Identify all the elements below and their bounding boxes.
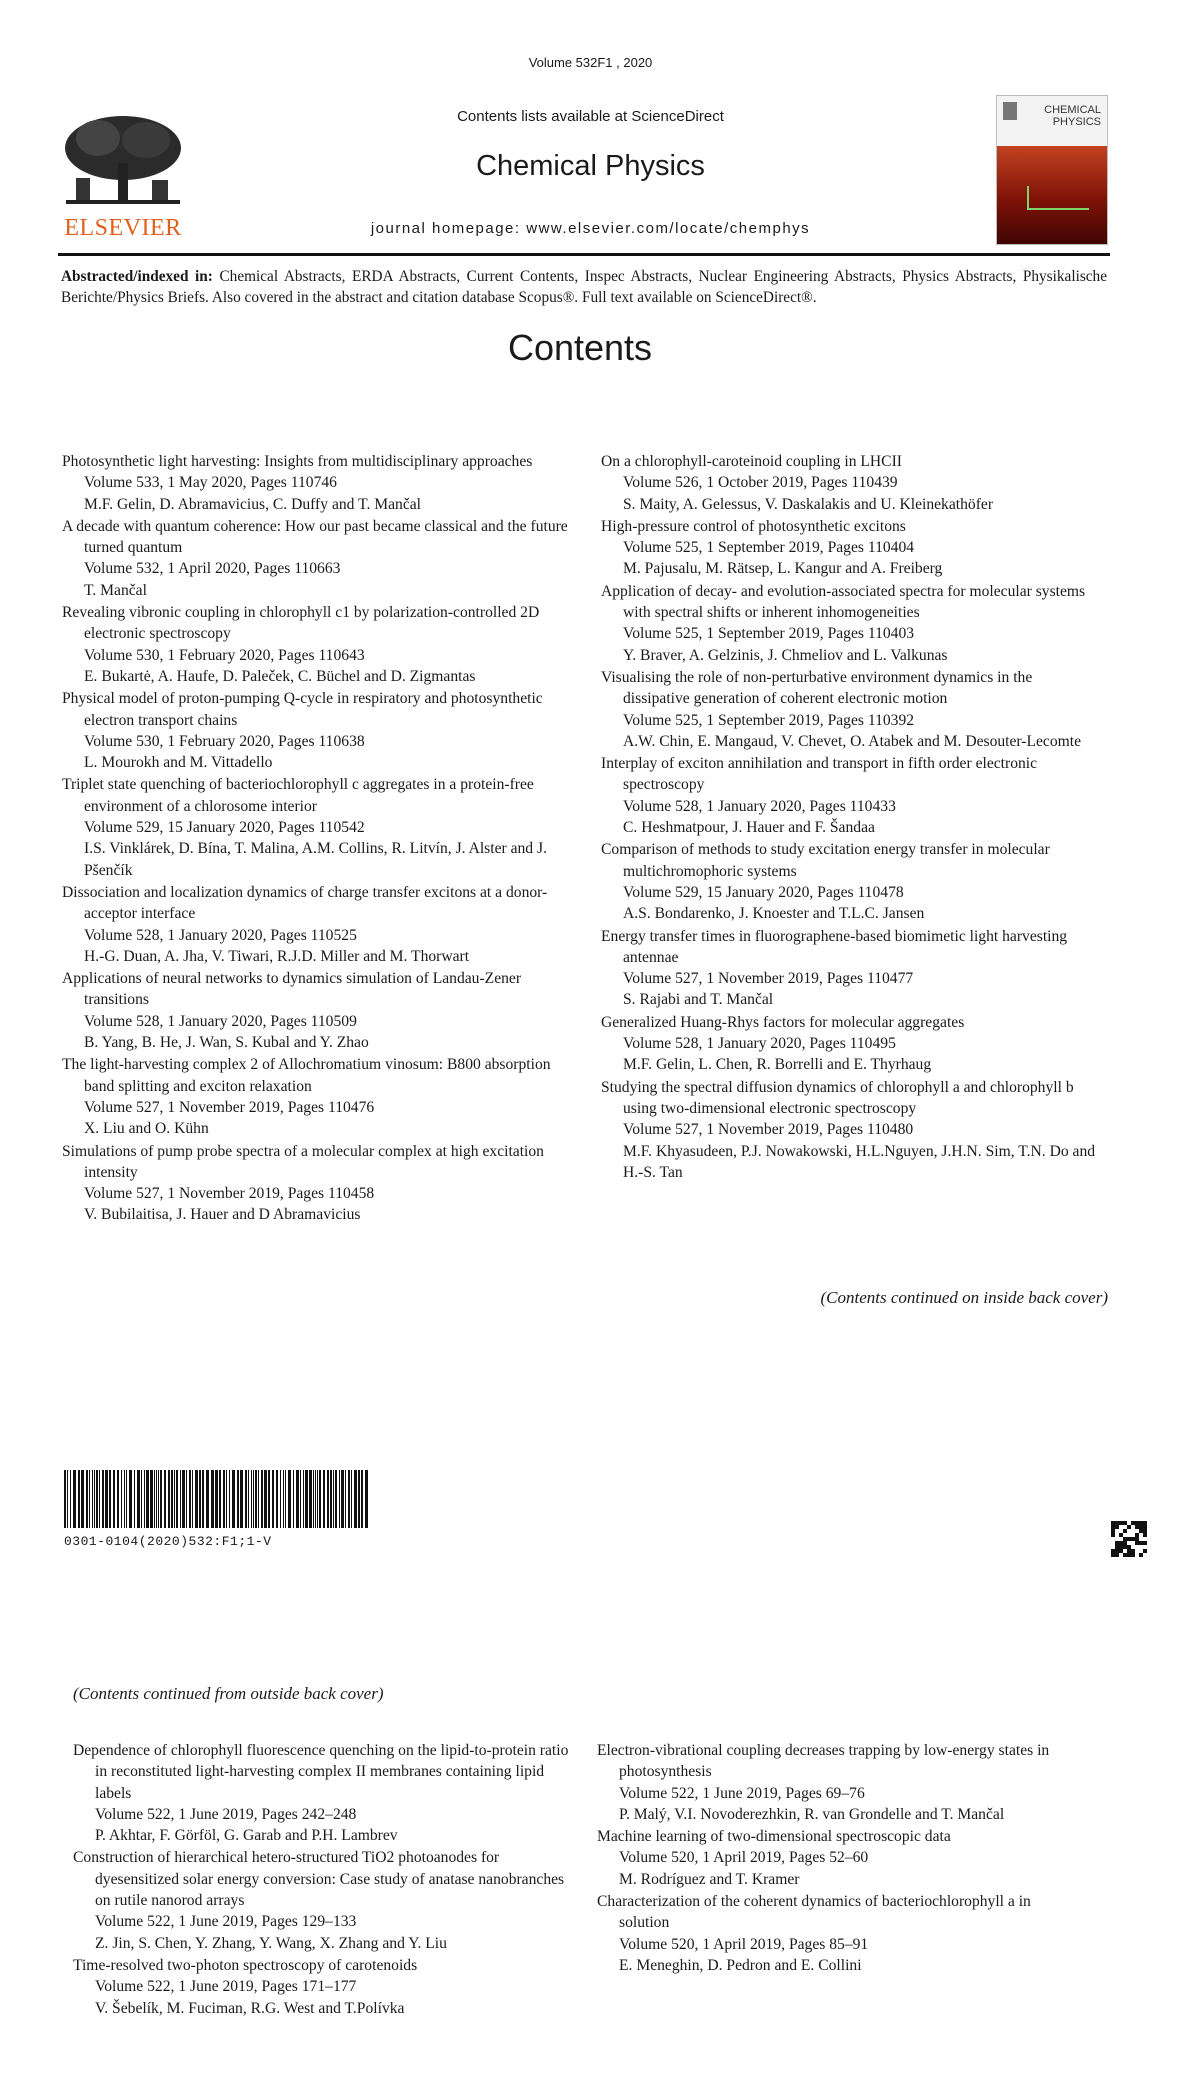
abstracted-label: Abstracted/indexed in: [61,268,213,285]
contents-entry[interactable] [597,1891,1077,1976]
contents-entry[interactable] [62,688,582,773]
entry-volume-pages: Volume 530, 1 February 2020, Pages 110638 [84,732,365,750]
entry-volume-pages: Volume 528, 1 January 2020, Pages 110433 [623,797,896,815]
entry-title: Studying the spectral diffusion dynamics of chlorophyll a and chlorophyll b using two-dimensional electronic spectroscopy [601,1078,1074,1117]
entry-authors: V. Šebelík, M. Fuciman, R.G. West and T.Polívka [95,1999,405,2017]
contents-entry[interactable] [597,1826,1077,1890]
abstracted-indexed-paragraph [61,266,1107,308]
journal-title: Chemical Physics [476,150,705,182]
contents-entry[interactable] [62,1141,582,1226]
entry-volume-pages: Volume 533, 1 May 2020, Pages 110746 [84,474,337,492]
entry-title: Machine learning of two-dimensional spectroscopic data [597,1828,951,1846]
entry-title: Simulations of pump probe spectra of a molecular complex at high excitation intensity [62,1142,544,1181]
contents-entry[interactable] [597,1740,1077,1825]
entry-title: Revealing vibronic coupling in chlorophyll c1 by polarization-controlled 2D electronic spectroscopy [62,604,540,643]
entry-title: Electron-vibrational coupling decreases trapping by low-energy states in photosynthesis [597,1742,1050,1781]
entry-title: Visualising the role of non-perturbative environment dynamics in the dissipative generation of coherent electronic motion [601,668,1033,708]
entry-volume-pages: Volume 532, 1 April 2020, Pages 110663 [84,560,341,578]
back-contents-column-left [73,1740,578,2020]
entry-title: On a chlorophyll-caroteinoid coupling in LHCII [601,453,902,470]
contents-available-line: Contents lists available at ScienceDirect [457,108,724,125]
contents-entry[interactable] [62,602,582,687]
entry-authors: M.F. Gelin, D. Abramavicius, C. Duffy and T. Mančal [84,495,422,513]
entry-volume-pages: Volume 527, 1 November 2019, Pages 110476 [84,1098,375,1116]
entry-authors: E. Bukartė, A. Haufe, D. Paleček, C. Büchel and D. Zigmantas [84,667,476,685]
entry-authors: L. Mourokh and M. Vittadello [84,754,273,772]
entry-volume-pages: Volume 520, 1 April 2019, Pages 85–91 [619,1935,869,1953]
entry-authors: A.W. Chin, E. Mangaud, V. Chevet, O. Atabek and M. Desouter-Lecomte [623,732,1082,750]
entry-volume-pages: Volume 528, 1 January 2020, Pages 110509 [84,1012,357,1030]
entry-title: Characterization of the coherent dynamics of bacteriochlorophyll a in solution [597,1893,1031,1932]
entry-authors: X. Liu and O. Kühn [84,1120,209,1138]
volume-label: Volume 532F1 , 2020 [528,55,653,70]
entry-volume-pages: Volume 520, 1 April 2019, Pages 52–60 [619,1849,869,1867]
entry-authors: M.F. Gelin, L. Chen, R. Borrelli and E. Thyrhaug [623,1056,932,1074]
entry-title: Photosynthetic light harvesting: Insights from multidisciplinary approaches [62,453,533,470]
entry-title: Application of decay- and evolution-associated spectra for molecular systems with spectral shifts or inherent inhomogeneities [601,582,1086,622]
entry-volume-pages: Volume 526, 1 October 2019, Pages 110439 [623,474,898,492]
entry-authors: S. Maity, A. Gelessus, V. Daskalakis and U. Kleinekathöfer [623,495,994,513]
entry-authors: Y. Braver, A. Gelzinis, J. Chmeliov and L. Valkunas [623,646,948,664]
entry-authors: M. Rodríguez and T. Kramer [619,1870,800,1888]
entry-title: Energy transfer times in fluorographene-based biomimetic light harvesting antennae [601,927,1068,966]
header-rule [58,253,1110,256]
contents-entry[interactable] [73,1740,578,1846]
contents-column-right [601,451,1101,1184]
entry-title: Dependence of chlorophyll fluorescence quenching on the lipid-to-protein ratio in reconstituted light-harvesting complex II membranes containing lipid labels [73,1742,569,1802]
abstracted-text: Chemical Abstracts, ERDA Abstracts, Current Contents, Inspec Abstracts, Nuclear Engineering Abstracts, Physics Abstracts, Physikalische Berichte/Physics Briefs. Also covered in the abstract and citation database Scopus®. Full text available on ScienceDirect®. [61,268,1107,306]
contents-entry[interactable] [601,1012,1101,1076]
entry-volume-pages: Volume 528, 1 January 2020, Pages 110495 [623,1035,896,1053]
contents-heading: Contents [507,327,653,368]
entry-authors: T. Mančal [84,581,147,599]
entry-volume-pages: Volume 522, 1 June 2019, Pages 129–133 [95,1913,357,1931]
entry-authors: S. Rajabi and T. Mančal [623,991,774,1009]
contents-entry[interactable] [601,516,1101,580]
entry-authors: P. Malý, V.I. Novoderezhkin, R. van Grondelle and T. Mančal [619,1805,1005,1823]
contents-entry[interactable] [62,774,582,880]
journal-cover-thumbnail [996,95,1108,245]
entry-authors: M. Pajusalu, M. Rätsep, L. Kangur and A. Freiberg [623,560,943,578]
entry-authors: C. Heshmatpour, J. Hauer and F. Šandaa [623,819,875,837]
contents-entry[interactable] [62,882,582,967]
entry-authors: B. Yang, B. He, J. Wan, S. Kubal and Y. Zhao [84,1034,369,1052]
entry-volume-pages: Volume 525, 1 September 2019, Pages 110404 [623,539,915,557]
entry-title: Physical model of proton-pumping Q-cycle in respiratory and photosynthetic electron transport chains [62,690,543,729]
entry-volume-pages: Volume 529, 15 January 2020, Pages 110478 [623,883,904,901]
entry-title: Applications of neural networks to dynamics simulation of Landau-Zener transitions [62,970,522,1009]
entry-volume-pages: Volume 530, 1 February 2020, Pages 110643 [84,646,365,664]
entry-volume-pages: Volume 527, 1 November 2019, Pages 110458 [84,1185,375,1203]
contents-entry[interactable] [601,839,1101,924]
entry-title: The light-harvesting complex 2 of Allochromatium vinosum: B800 absorption band splitting and exciton relaxation [62,1056,551,1095]
contents-continued-note: (Contents continued on inside back cover) [820,1288,1108,1307]
publisher-wordmark: ELSEVIER [64,215,182,241]
contents-entry[interactable] [601,753,1101,838]
contents-entry[interactable] [73,1847,578,1953]
entry-volume-pages: Volume 522, 1 June 2019, Pages 171–177 [95,1978,357,1996]
entry-volume-pages: Volume 522, 1 June 2019, Pages 242–248 [95,1805,357,1823]
contents-entry[interactable] [62,451,582,515]
entry-authors: Z. Jin, S. Chen, Y. Zhang, Y. Wang, X. Zhang and Y. Liu [95,1934,447,1952]
entry-authors: P. Akhtar, F. Görföl, G. Garab and P.H. Lambrev [95,1827,398,1845]
entry-volume-pages: Volume 529, 15 January 2020, Pages 110542 [84,819,365,837]
contents-entry[interactable] [601,667,1101,752]
contents-entry[interactable] [62,516,582,601]
entry-volume-pages: Volume 527, 1 November 2019, Pages 110480 [623,1121,914,1139]
contents-entry[interactable] [601,926,1101,1011]
journal-homepage[interactable]: journal homepage: www.elsevier.com/locate/chemphys [370,220,811,237]
entry-title: Triplet state quenching of bacteriochlorophyll c aggregates in a protein-free environment of a chlorosome interior [62,776,534,815]
entry-volume-pages: Volume 527, 1 November 2019, Pages 110477 [623,970,914,988]
entry-title: Dissociation and localization dynamics of charge transfer excitons at a donor-acceptor interface [62,883,548,923]
entry-authors: M.F. Khyasudeen, P.J. Nowakowski, H.L.Nguyen, J.H.N. Sim, T.N. Do and H.-S. Tan [623,1142,1096,1181]
entry-volume-pages: Volume 525, 1 September 2019, Pages 110403 [623,625,915,643]
entry-volume-pages: Volume 528, 1 January 2020, Pages 110525 [84,926,357,944]
entry-authors: A.S. Bondarenko, J. Knoester and T.L.C. Jansen [623,905,925,923]
contents-continued-from-note: (Contents continued from outside back cover) [73,1684,384,1703]
entry-title: A decade with quantum coherence: How our past became classical and the future turned quantum [62,517,568,557]
contents-entry[interactable] [62,968,582,1053]
entry-authors: H.-G. Duan, A. Jha, V. Tiwari, R.J.D. Miller and M. Thorwart [84,947,470,965]
entry-authors: E. Meneghin, D. Pedron and E. Collini [619,1956,862,1974]
entry-title: Comparison of methods to study excitation energy transfer in molecular multichromophoric systems [601,841,1050,880]
entry-volume-pages: Volume 522, 1 June 2019, Pages 69–76 [619,1784,865,1802]
entry-authors: I.S. Vinklárek, D. Bína, T. Malina, A.M. Collins, R. Litvín, J. Alster and J. Pšenčík [84,840,547,879]
contents-entry[interactable] [73,1955,578,2019]
back-contents-column-right [597,1740,1077,1977]
entry-title: Generalized Huang-Rhys factors for molecular aggregates [601,1013,965,1031]
barcode [64,1470,374,1528]
barcode-number: 0301-0104(2020)532:F1;1-V [64,1534,272,1549]
contents-entry[interactable] [601,1077,1101,1183]
entry-title: Construction of hierarchical hetero-structured TiO2 photoanodes for dyesensitized solar energy conversion: Case study of anatase nanobranches on rutile nanorod arrays [73,1849,565,1910]
entry-title: Interplay of exciton annihilation and transport in fifth order electronic spectroscopy [601,755,1038,794]
entry-title: Time-resolved two-photon spectroscopy of carotenoids [73,1956,418,1974]
contents-entry[interactable] [601,581,1101,666]
contents-entry[interactable] [601,451,1101,515]
contents-column-left [62,451,582,1227]
entry-title: High-pressure control of photosynthetic excitons [601,517,906,535]
cover-title: CHEMICAL PHYSICS [1044,104,1101,128]
contents-entry[interactable] [62,1054,582,1139]
entry-volume-pages: Volume 525, 1 September 2019, Pages 110392 [623,711,915,729]
entry-authors: V. Bubilaitisa, J. Hauer and D Abramavicius [84,1206,361,1224]
qr-code [1111,1521,1147,1557]
cover-graph-icon [1027,186,1089,210]
